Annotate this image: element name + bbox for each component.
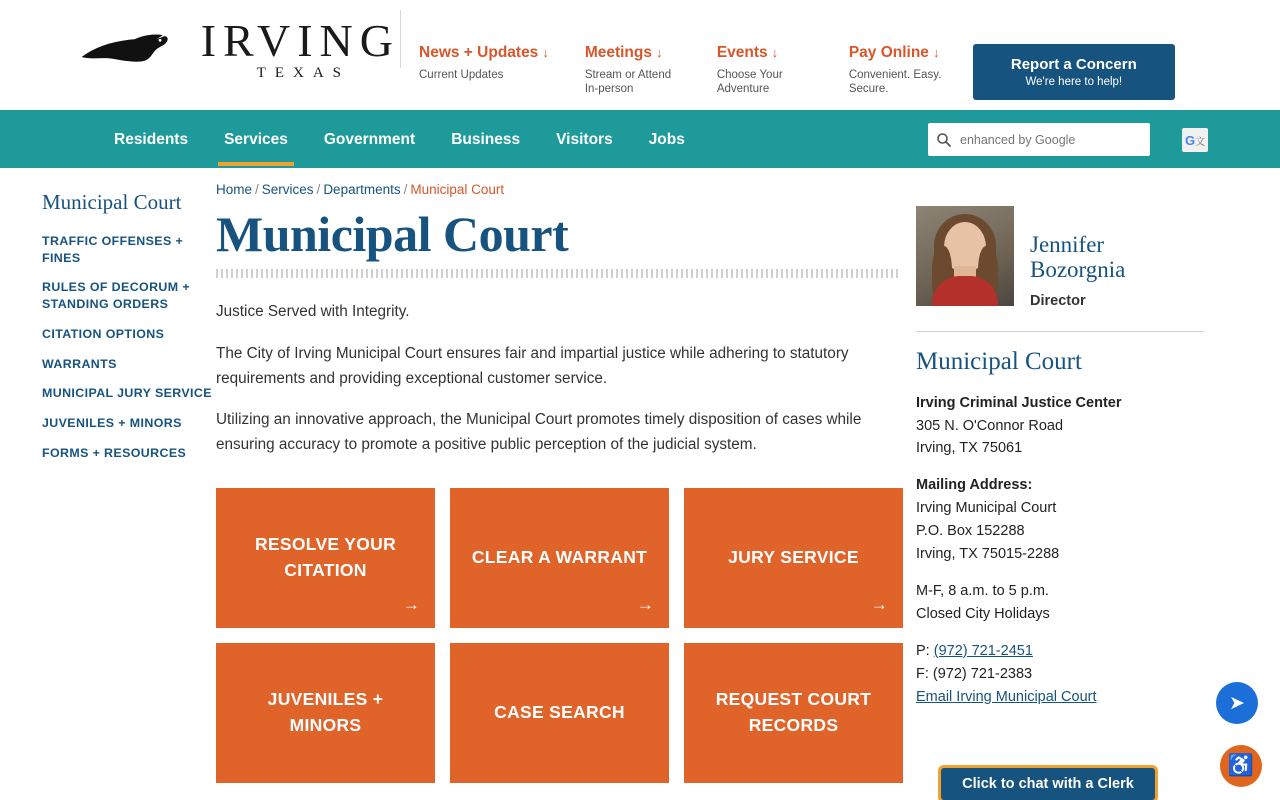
rail-divider [916,331,1204,332]
tile-label: JURY SERVICE [728,547,859,568]
breadcrumb-home[interactable]: Home [216,182,253,197]
translate-char: 文 [1195,136,1206,148]
site-logo[interactable] [0,0,400,81]
main-content [216,182,916,783]
arrow-right-icon: → [402,595,420,615]
mailing-address-label: Mailing Address: [916,477,1033,494]
address-line-2: Irving, TX 75061 [916,440,1023,457]
tile-clear-a-warrant[interactable] [450,488,669,628]
search-icon [936,132,952,148]
page-title: Municipal Court [216,206,569,262]
util-events[interactable] [699,44,831,97]
arrow-right-icon: → [636,595,654,615]
chevron-down-icon: ↓ [932,45,940,60]
avatar [916,206,1014,306]
mailing-line-1: Irving Municipal Court [916,500,1057,517]
sidebar-heading: Municipal Court [42,190,182,214]
search-box[interactable] [928,123,1150,156]
rail-heading: Municipal Court [916,347,1082,375]
quick-links-tiles [216,488,900,783]
util-meetings-label: Meetings [584,44,652,61]
report-a-concern-button[interactable] [973,44,1175,100]
hours-line-1: M-F, 8 a.m. to 5 p.m. [916,582,1049,599]
tile-label: CLEAR A WARRANT [471,547,648,568]
intro-paragraph-2: Utilizing an innovative approach, the Municipal Court promotes timely disposition of cases while ensuring accuracy to promote a positive public perception of the judicial system. [216,411,862,454]
nav-item-jobs[interactable]: Jobs [648,130,685,148]
report-button-title: Report a Concern [1010,56,1137,73]
nav-item-business[interactable]: Business [451,130,521,148]
util-pay-label: Pay Online [848,44,929,61]
tile-case-search[interactable] [450,643,669,783]
nav-item-residents[interactable]: Residents [114,130,189,148]
util-pay-sub: Convenient. Easy. Secure. [848,69,942,96]
justice-center-name: Irving Criminal Justice Center [916,394,1122,411]
breadcrumb-services[interactable]: Services [261,182,314,197]
sidebar-item-forms-resources[interactable]: FORMS + RESOURCES [42,445,187,460]
google-translate-icon[interactable] [1182,128,1208,152]
fax-line: F: (972) 721-2383 [916,665,1033,682]
page-body [0,168,1280,783]
sidebar-item-municipal-jury-service[interactable]: MUNICIPAL JURY SERVICE [42,386,212,401]
util-meetings-sub: Stream or Attend In-person [584,69,672,96]
chat-with-clerk-button[interactable]: Click to chat with a Clerk [938,765,1158,800]
util-meetings[interactable] [567,44,699,97]
chevron-down-icon: ↓ [656,45,663,60]
util-news-label: News + Updates [419,44,539,61]
sidebar-item-juveniles-minors[interactable]: JUVENILES + MINORS [42,416,182,431]
mailing-line-2: P.O. Box 152288 [916,523,1025,540]
utility-nav [400,10,1175,96]
chevron-down-icon: ↓ [542,45,549,60]
logo-subtext: TEXAS [256,65,351,81]
search-input[interactable] [958,132,1142,148]
phone-label: P: [916,642,930,659]
chevron-down-icon: ↓ [771,45,779,60]
sidebar-item-citation-options[interactable]: CITATION OPTIONS [42,326,165,341]
horse-logo-icon [78,28,193,72]
util-pay-online[interactable] [831,44,963,97]
hours-line-2: Closed City Holidays [916,605,1050,622]
sidebar-item-rules-of-decorum[interactable]: RULES OF DECORUM + STANDING ORDERS [42,280,190,312]
nav-item-services[interactable]: Services [206,113,306,166]
section-sidebar [0,182,216,783]
nav-item-visitors[interactable]: Visitors [556,130,613,148]
tile-label: RESOLVE YOUR CITATION [254,534,397,580]
title-divider [216,269,900,278]
breadcrumb-sep-1: / [255,182,259,197]
tile-label: CASE SEARCH [494,702,625,723]
arrow-right-icon: → [870,595,888,615]
tile-jury-service[interactable] [684,488,903,628]
tile-request-court-records[interactable] [684,643,903,783]
intro-paragraph-1: The City of Irving Municipal Court ensures fair and impartial justice while adhering to statutory requirements and providing exceptional customer service. [216,344,849,387]
site-header [0,0,1280,110]
translate-g-letter: G [1184,132,1196,148]
breadcrumb-current: Municipal Court [410,182,505,197]
breadcrumb-sep-2: / [316,182,321,197]
mailing-line-3: Irving, TX 75015-2288 [916,546,1060,563]
util-events-sub: Choose Your Adventure [716,69,783,96]
util-news-updates[interactable] [401,44,567,82]
logo-wordmark: IRVING [200,15,400,66]
tile-resolve-your-citation[interactable] [216,488,435,628]
sidebar-item-warrants[interactable]: WARRANTS [42,356,117,371]
phone-link[interactable]: (972) 721-2451 [933,642,1033,659]
tile-label: REQUEST COURT RECORDS [715,689,872,735]
tagline: Justice Served with Integrity. [216,303,410,320]
util-events-label: Events [716,44,768,61]
director-name: Jennifer Bozorgnia [1030,232,1126,283]
director-role: Director [1030,292,1086,309]
util-news-sub: Current Updates [419,69,504,81]
email-court-link[interactable]: Email Irving Municipal Court [916,688,1097,705]
breadcrumb [216,182,900,197]
send-message-icon[interactable]: ➤ [1216,682,1258,724]
accessibility-icon[interactable]: ♿ [1220,745,1262,787]
tile-label: JUVENILES + MINORS [267,689,384,735]
sidebar-item-traffic-offenses[interactable]: TRAFFIC OFFENSES + FINES [42,234,184,265]
main-navigation [0,110,1280,168]
address-line-1: 305 N. O'Connor Road [916,417,1064,434]
contact-rail [916,182,1236,783]
breadcrumb-departments[interactable]: Departments [323,182,401,197]
breadcrumb-sep-3: / [403,182,408,197]
director-card [916,206,1204,309]
tile-juveniles-minors[interactable] [216,643,435,783]
nav-item-government[interactable]: Government [323,130,416,148]
report-button-sub: We're here to help! [1025,76,1123,88]
